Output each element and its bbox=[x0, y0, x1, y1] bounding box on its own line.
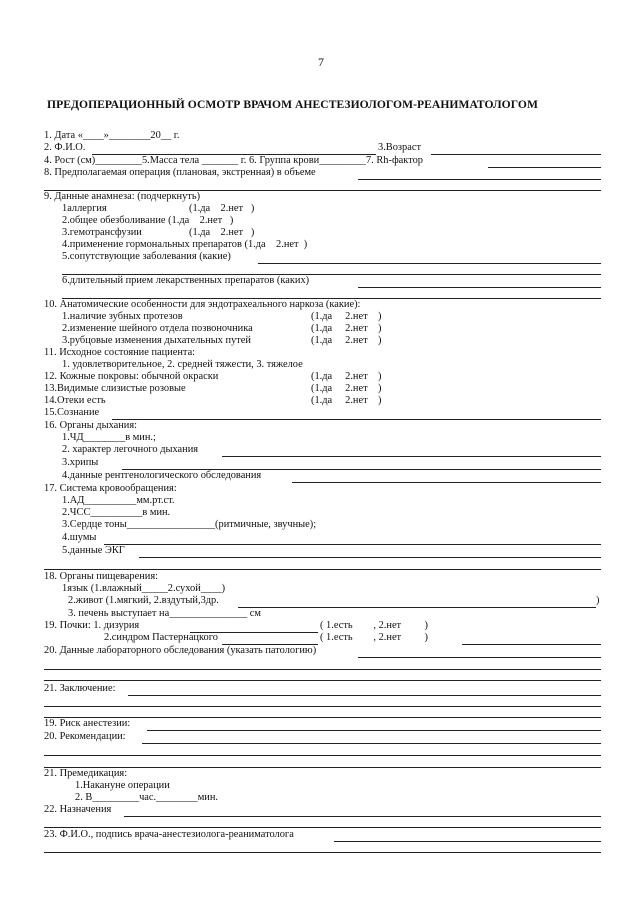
operation-line[interactable] bbox=[358, 179, 601, 180]
consciousness-line[interactable] bbox=[112, 419, 601, 420]
liver-field[interactable]: 3. печень выступает на_______________ см bbox=[68, 608, 261, 619]
prescriptions-line[interactable] bbox=[124, 816, 601, 817]
anamnesis-heading: 9. Данные анамнеза: (подчеркнуть) bbox=[44, 191, 201, 202]
page-number: 7 bbox=[318, 55, 324, 69]
prescriptions-label: 22. Назначения bbox=[44, 804, 112, 815]
bp-field[interactable]: 1.АД__________мм.рт.ст. bbox=[62, 495, 175, 506]
recommendations-line-3[interactable] bbox=[44, 767, 601, 768]
condition-heading: 11. Исходное состояние пациента: bbox=[44, 347, 196, 358]
pasternatsky-line-2[interactable] bbox=[462, 644, 601, 645]
anatomy-item-label: 3.рубцовые изменения дыхательных путей bbox=[62, 335, 251, 346]
condition-options[interactable]: 1. удовлетворительное, 2. средней тяжести, 3. тяжелое bbox=[62, 359, 303, 370]
transfusion-options[interactable]: (1.да 2.нет ) bbox=[189, 227, 255, 238]
age-label: 3.Возраст bbox=[378, 142, 421, 153]
risk-line[interactable] bbox=[147, 730, 601, 731]
anatomy-item-options[interactable]: (1.да 2.нет ) bbox=[311, 335, 382, 346]
digestive-heading: 18. Органы пищеварения: bbox=[44, 571, 159, 582]
skin-options[interactable]: (1.да 2.нет ) bbox=[311, 371, 382, 382]
date-field[interactable]: 1. Дата «____»________20__ г. bbox=[44, 130, 180, 141]
anatomy-item-options[interactable]: (1.да 2.нет ) bbox=[311, 323, 382, 334]
premedication-before: 1.Накануне операции bbox=[75, 780, 170, 791]
transfusion-label: 3.гемотрансфузии bbox=[62, 227, 142, 238]
pasternatsky-label: 2.синдром Пастернацкого bbox=[104, 632, 218, 643]
tongue-field[interactable]: 1язык (1.влажный_____2.сухой____) bbox=[62, 583, 226, 594]
rales-label: 3.хрипы bbox=[62, 457, 99, 468]
prescriptions-line-2[interactable] bbox=[44, 827, 601, 828]
ecg-label: 5.данные ЭКГ bbox=[62, 545, 125, 556]
signature-line-2[interactable] bbox=[44, 852, 601, 853]
respiratory-heading: 16. Органы дыхания: bbox=[44, 420, 138, 431]
anatomy-item-options[interactable]: (1.да 2.нет ) bbox=[311, 311, 382, 322]
fio-label: 2. Ф.И.О. bbox=[44, 142, 86, 153]
cardio-heading: 17. Система кровообращения: bbox=[44, 483, 177, 494]
long-drugs-line[interactable] bbox=[358, 287, 601, 288]
pasternatsky-options[interactable]: ( 1.есть , 2.нет ) bbox=[320, 632, 428, 643]
anatomy-heading: 10. Анатомические особенности для эндотрахеального наркоза (какие): bbox=[44, 299, 361, 310]
signature-label: 23. Ф.И.О., подпись врача-анестезиолога-реаниматолога bbox=[44, 829, 294, 840]
comorbid-line[interactable] bbox=[258, 263, 601, 264]
recommendations-label: 20. Рекомендации: bbox=[44, 731, 126, 742]
recommendations-line-2[interactable] bbox=[44, 755, 601, 756]
xray-label: 4.данные рентгенологического обследования bbox=[62, 470, 262, 481]
risk-label: 19. Риск анестезии: bbox=[44, 718, 131, 729]
breathing-line[interactable] bbox=[222, 456, 601, 457]
anesthesia-history[interactable]: 2.общее обезболивание (1.да 2.нет ) bbox=[62, 215, 234, 226]
breathing-label: 2. характер легочного дыхания bbox=[62, 444, 199, 455]
consciousness-label: 15.Сознание bbox=[44, 407, 100, 418]
ecg-line[interactable] bbox=[139, 557, 601, 558]
anatomy-item-label: 1.наличие зубных протезов bbox=[62, 311, 183, 322]
murmurs-label: 4.шумы bbox=[62, 532, 97, 543]
edema-label: 14.Отеки есть bbox=[44, 395, 106, 406]
hr-field[interactable]: 2.ЧСС__________в мин. bbox=[62, 507, 171, 518]
allergy-label: 1аллергия bbox=[62, 203, 107, 214]
lab-line[interactable] bbox=[358, 657, 601, 658]
lab-line-2[interactable] bbox=[44, 669, 601, 670]
operation-label: 8. Предполагаемая операция (плановая, экстренная) в объеме bbox=[44, 167, 316, 178]
conclusion-label: 21. Заключение: bbox=[44, 683, 116, 694]
mucosa-options[interactable]: (1.да 2.нет ) bbox=[311, 383, 382, 394]
lab-line-3[interactable] bbox=[44, 680, 601, 681]
dysuria-label: 19. Почки: 1. дизурия bbox=[44, 620, 140, 631]
recommendations-line[interactable] bbox=[142, 743, 601, 744]
skin-label: 12. Кожные покровы: обычной окраски bbox=[44, 371, 219, 382]
form-title: ПРЕДОПЕРАЦИОННЫЙ ОСМОТР ВРАЧОМ АНЕСТЕЗИОЛОГОМ-РЕАНИМАТОЛОГОМ bbox=[47, 98, 538, 111]
conclusion-line-2[interactable] bbox=[44, 706, 601, 707]
lab-label: 20. Данные лабораторного обследования (указать патологию) bbox=[44, 645, 317, 656]
conclusion-line[interactable] bbox=[128, 695, 601, 696]
edema-options[interactable]: (1.да 2.нет ) bbox=[311, 395, 382, 406]
abdomen-line[interactable] bbox=[238, 607, 596, 608]
age-line[interactable] bbox=[431, 154, 601, 155]
signature-line[interactable] bbox=[334, 841, 601, 842]
abdomen-label: 2.живот (1.мягкий, 2.вздутый,3др. bbox=[68, 595, 219, 606]
height-weight-blood-row[interactable]: 4. Рост (см)_________5.Масса тела _______ г. 6. Группа крови_________7. Rh-фактор bbox=[44, 155, 423, 166]
hormones-history[interactable]: 4.применение гормональных препаратов (1.да 2.нет ) bbox=[62, 239, 308, 250]
murmurs-line[interactable] bbox=[104, 544, 601, 545]
rr-field[interactable]: 1.ЧД________в мин.; bbox=[62, 432, 156, 443]
anatomy-item-label: 2.изменение шейного отдела позвоночника bbox=[62, 323, 253, 334]
dysuria-options[interactable]: ( 1.есть , 2.нет ) bbox=[320, 620, 428, 631]
allergy-options[interactable]: (1.да 2.нет ) bbox=[189, 203, 255, 214]
xray-line[interactable] bbox=[292, 482, 601, 483]
heart-sounds-field[interactable]: 3.Сердце тоны_________________(ритмичные, звучные); bbox=[62, 519, 317, 530]
long-drugs-label: 6.длительный прием лекарственных препаратов (каких) bbox=[62, 275, 310, 286]
comorbid-label: 5.сопутствующие заболевания (какие) bbox=[62, 251, 231, 262]
rh-line[interactable] bbox=[488, 167, 601, 168]
ecg-line-2[interactable] bbox=[44, 569, 601, 570]
premedication-time-field[interactable]: 2. В_________час.________мин. bbox=[75, 792, 218, 803]
mucosa-label: 13.Видимые слизистые розовые bbox=[44, 383, 186, 394]
abdomen-close: ) bbox=[596, 595, 600, 606]
premedication-heading: 21. Премедикация: bbox=[44, 768, 128, 779]
